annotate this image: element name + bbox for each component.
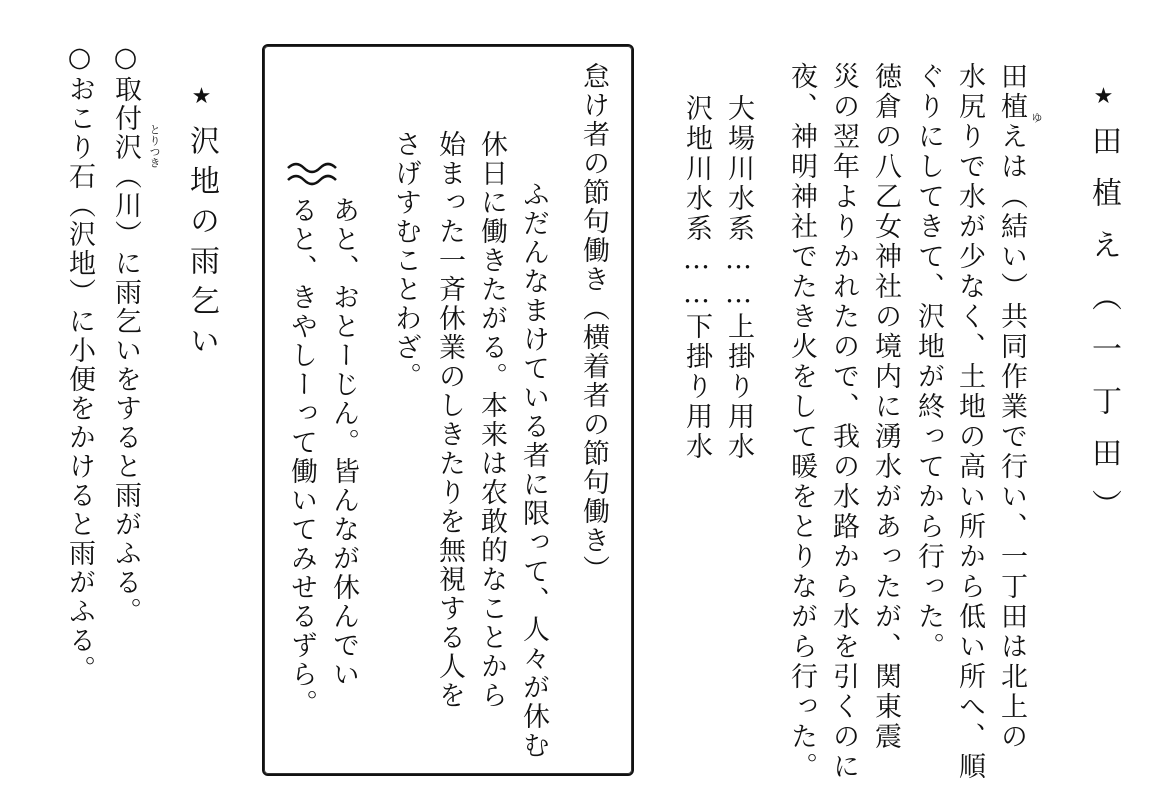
section2-line-1: ふだんなまけている者に限って、人々が休む <box>518 180 549 760</box>
section3-line-2: ○おこり石（沢地）に小便をかけると雨がふる。 <box>64 42 95 684</box>
section2-line-3: 始まった一斉休業のしきたりを無視する人を <box>434 130 465 710</box>
section1-line-2: 水尻りで水が少なく、土地の高い所から低い所へ、順 <box>954 62 985 782</box>
star-icon: ★ <box>1091 84 1116 109</box>
section1-line-6: 夜、神明神社でたき火をして暖をとりながら行った。 <box>786 62 817 782</box>
section1-heading-text: 田植え（一丁田） <box>1086 125 1121 541</box>
section1-line-4: 徳倉の八乙女神社の境内に湧水があったが、関東震 <box>870 62 901 752</box>
section1-line-3: ぐりにしてきて、沢地が終ってから行った。 <box>913 62 944 662</box>
section2-line-5: あと、おとーじん。皆んなが休んでい <box>328 196 359 689</box>
section2-line-4: さげすむことわざ。 <box>390 130 421 391</box>
section2-heading: 怠け者の節句働き（横着者の節句働き） <box>578 62 609 584</box>
section1-line-7: 大場川水系……上掛り用水 <box>723 94 754 462</box>
section1-line-1: 田植えは（結い）共同作業で行い、一丁田は北上の <box>996 62 1027 752</box>
section1-line-8: 沢地川水系……下掛り用水 <box>681 94 712 462</box>
section2-line-2: 休日に働きたがる。本来は农敢的なことから <box>476 130 507 710</box>
section3-heading-text: 沢地の雨乞い <box>184 125 219 365</box>
star-icon: ★ <box>189 84 214 109</box>
ruby-toritsuki: とりつき <box>148 124 161 168</box>
section1-heading <box>1086 84 1121 541</box>
section3-heading <box>184 84 219 365</box>
section1-line-5: 災の翌年よりかれたので、我の水路から水を引くのに <box>828 62 859 782</box>
ruby-yui: ゆ <box>1030 112 1043 123</box>
section3-line-1: ○取付沢（川）に雨乞いをすると雨がふる。 <box>110 42 141 626</box>
section2-line-6: ると、きやしーって働いてみせるずら。 <box>286 196 317 718</box>
wave-mark-icon <box>284 158 344 198</box>
